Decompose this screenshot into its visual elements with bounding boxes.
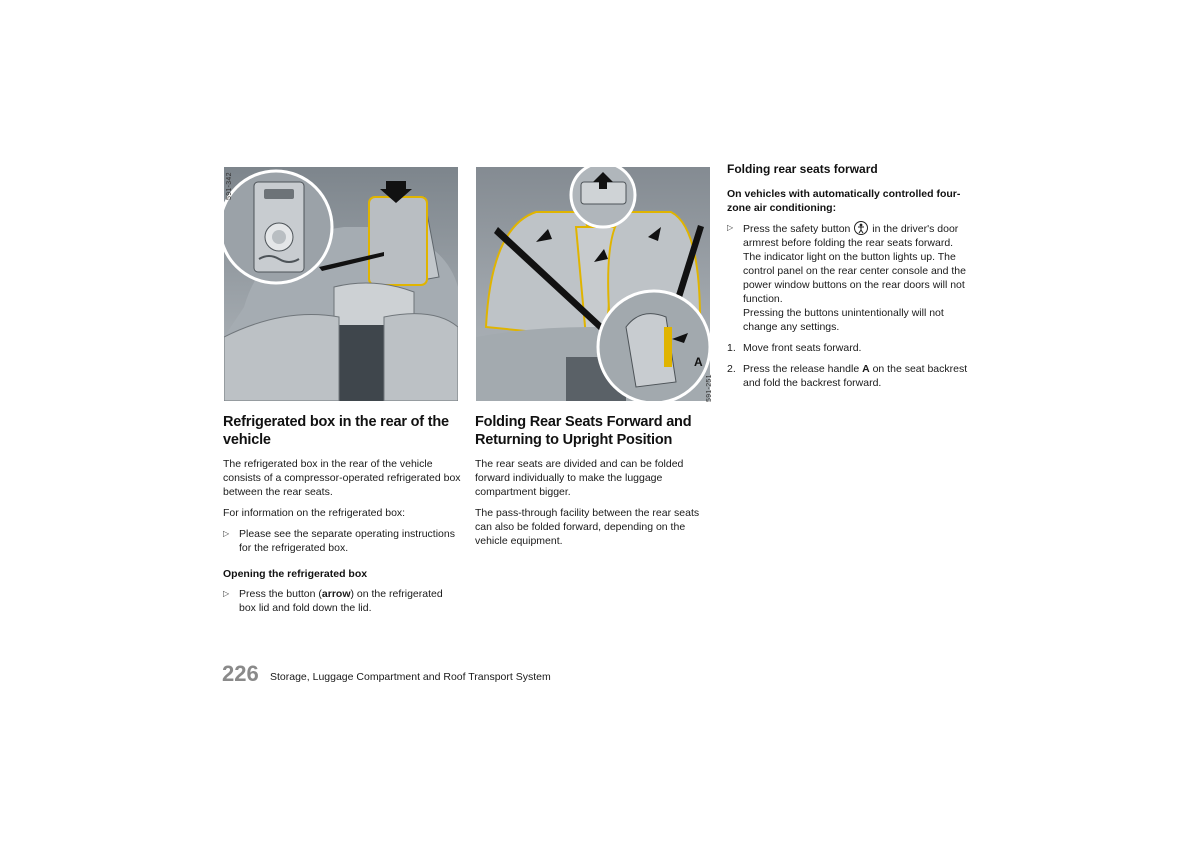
- bullet-instructions-text: Please see the separate operating instructions for the refrigerated box.: [239, 528, 455, 554]
- step-1-number: 1.: [727, 342, 736, 354]
- bullet-opening-bold: arrow: [321, 588, 351, 600]
- bullet-instructions: [223, 527, 461, 555]
- child-safety-icon: [854, 221, 868, 235]
- step-2-number: 2.: [727, 363, 736, 375]
- bullet-opening-post: ) on the refrigerated box lid and fold down the lid.: [239, 588, 443, 614]
- bullet-marker-icon: ▷: [223, 589, 230, 598]
- subheading-opening-box: Opening the refrigerated box: [223, 568, 368, 580]
- step-2-post: on the seat backrest and fold the backrest forward.: [743, 363, 968, 389]
- folding-seats-description: The rear seats are divided and can be folded forward individually to make the luggage compartment bigger.: [475, 458, 684, 498]
- column-refrigerated-box: [223, 413, 461, 615]
- step-1-text: Move front seats forward.: [743, 342, 862, 354]
- refrigerated-box-info-intro: For information on the refrigerated box:: [223, 507, 406, 519]
- page-number: 226: [222, 661, 259, 686]
- heading-folding-seats: Folding Rear Seats Forward and Returning to Upright Position: [475, 414, 692, 448]
- bullet-opening-pre: Press the button (: [239, 588, 322, 600]
- pass-through-description: The pass-through facility between the rear seats can also be folded forward, depending on the vehicle equipment.: [475, 507, 700, 547]
- bullet-safety-extra: Pressing the buttons unintentionally will not change any settings.: [743, 307, 944, 333]
- column-folding-seats: [475, 413, 711, 548]
- step-2-pre: Press the release handle: [743, 363, 863, 375]
- bullet-safety-post: in the driver's door armrest before folding the rear seats forward. The indicator light on the button lights up. The control panel on the rear center console and the power window buttons on the rear doors will not function.: [743, 223, 966, 305]
- figure-code-left: 591-342: [226, 172, 233, 200]
- heading-folding-forward: Folding rear seats forward: [727, 162, 878, 176]
- release-handle-label: A: [694, 355, 703, 369]
- heading-refrigerated-box: Refrigerated box in the rear of the vehicle: [223, 414, 449, 448]
- rear-seats-illustration: [476, 167, 710, 401]
- refrigerated-box-description: The refrigerated box in the rear of the vehicle consists of a compressor-operated refrigerated box between the rear seats.: [223, 458, 461, 498]
- step-1: [727, 341, 969, 355]
- step-2: [727, 362, 969, 390]
- footer-section-title: Storage, Luggage Compartment and Roof Transport System: [270, 671, 551, 683]
- bullet-safety-button: [727, 221, 969, 334]
- subheading-four-zone: On vehicles with automatically controlled four-zone air conditioning:: [727, 188, 961, 214]
- figure-code-right: 591-251: [706, 374, 713, 402]
- column-folding-forward: [727, 162, 969, 390]
- bullet-marker-icon: ▷: [223, 529, 230, 538]
- step-2-bold: A: [862, 363, 870, 375]
- bullet-safety-pre: Press the safety button: [743, 223, 854, 235]
- bullet-opening-box: [223, 587, 461, 615]
- refrigerated-box-illustration: [224, 167, 458, 401]
- bullet-marker-icon: ▷: [727, 223, 734, 232]
